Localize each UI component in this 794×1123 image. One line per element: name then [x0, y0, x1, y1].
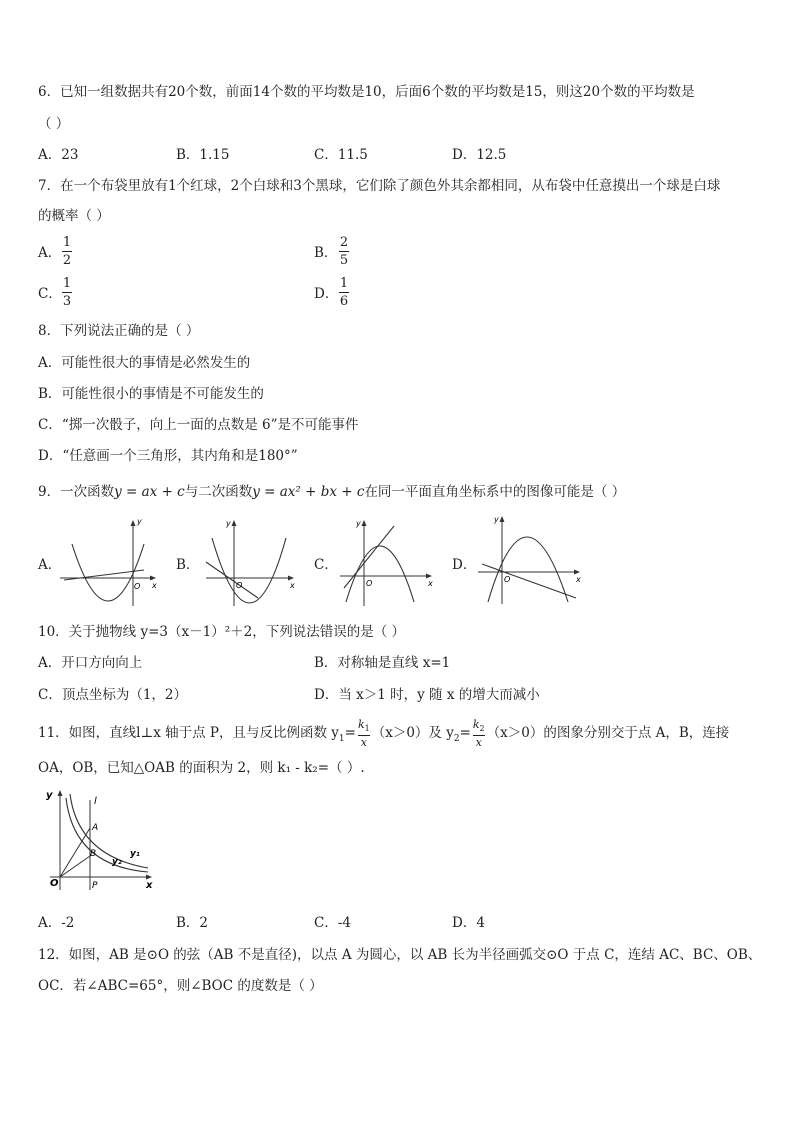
y-axis-label: y: [226, 519, 231, 528]
y-axis-label: y: [494, 515, 499, 524]
x-axis-label: x: [290, 581, 295, 590]
q7-option-b-fraction: [339, 235, 349, 268]
q9-prefix: 9．一次函数: [38, 484, 115, 500]
q6-stem-line1: 6．已知一组数据共有20个数，前面14个数的平均数是10，后面6个数的平均数是15，则这20个数的平均数是: [38, 84, 695, 100]
q11-option-a: A．-2: [38, 915, 75, 931]
q10-option-c: C．顶点坐标为（1，2）: [38, 687, 188, 703]
q10-option-d: D．当 x＞1 时，y 随 x 的增大而减小: [314, 687, 540, 703]
q9-option-d-label: D．: [452, 557, 477, 573]
fig-point-b: B: [90, 849, 97, 859]
q9-option-c-label: C．: [314, 557, 338, 573]
q7-option-c-fraction: [62, 276, 72, 309]
q11-k2: k: [472, 718, 480, 731]
q9-suffix: 在同一平面直角坐标系中的图像可能是（ ）: [364, 484, 626, 500]
q11-option-b: B．2: [176, 915, 209, 931]
fig-point-a: A: [92, 823, 99, 833]
q6-option-a: A．23: [38, 147, 79, 163]
q7-option-a-label: A．: [38, 245, 62, 261]
q11-x-den-2: x: [475, 736, 482, 750]
origin-label: O: [236, 581, 243, 590]
q11-option-d: D．4: [452, 915, 485, 931]
fraction-denominator: 5: [339, 253, 349, 268]
fig-point-p: P: [92, 881, 98, 891]
q7-option-a-fraction: [62, 235, 72, 268]
x-axis-label: x: [152, 581, 157, 590]
q7-stem-line2: 的概率（ ）: [38, 208, 110, 224]
q7-option-d-fraction: [339, 276, 349, 309]
q11-stem-line1: [38, 718, 729, 753]
q8-option-a: A．可能性很大的事情是必然发生的: [38, 355, 251, 371]
fraction-numerator: 1: [62, 235, 72, 250]
fraction-denominator: 6: [339, 294, 349, 309]
q9-graph-c: [336, 516, 436, 608]
q11-text-3: （x＞0）的图象分别交于点 A，B，连接: [486, 725, 730, 742]
q12-stem-line2: OC．若∠ABC=65°，则∠BOC 的度数是（ ）: [38, 978, 323, 994]
q10-option-a: A．开口方向向上: [38, 655, 143, 671]
q8-stem: 8．下列说法正确的是（ ）: [38, 323, 200, 339]
q7-stem-line1: 7．在一个布袋里放有1个红球，2个白球和3个黑球，它们除了颜色外其余都相同，从布袋中任意摸出一个球是白球: [38, 178, 721, 194]
x-axis-label: x: [428, 579, 433, 588]
q11-k1: k: [357, 718, 365, 731]
q9-graph-a: [60, 516, 160, 608]
q11-fraction-k2: [473, 718, 485, 749]
q11-fraction-k1: [358, 718, 370, 749]
q11-figure: [40, 786, 160, 896]
q10-option-b: B．对称轴是直线 x=1: [314, 655, 451, 671]
q7-option-b-label: B．: [314, 245, 338, 261]
origin-label: O: [366, 579, 373, 588]
q6-option-b: B．1.15: [176, 147, 230, 163]
q7-option-c-label: C．: [38, 286, 62, 302]
fraction-numerator: 2: [339, 235, 349, 250]
y-axis-label: y: [137, 517, 142, 526]
q11-k1-sub: 1: [364, 724, 370, 734]
origin-label: O: [134, 582, 141, 591]
q11-y2-sub: 2: [453, 733, 460, 744]
q7-option-d-label: D．: [314, 286, 339, 302]
x-axis-label: x: [576, 575, 581, 584]
fig-x-label: x: [146, 880, 153, 891]
q12-stem-line1: 12．如图，AB 是⊙O 的弦（AB 不是直径)，以点 A 为圆心，以 AB 长为半径画弧交⊙O 于点 C，连结 AC、BC、OB、: [38, 947, 762, 963]
q9-option-b-label: B．: [176, 557, 200, 573]
q9-graph-b: [198, 516, 298, 608]
q9-stem: [38, 482, 625, 502]
q6-option-d: D．12.5: [452, 147, 507, 163]
q11-eq2: =: [459, 725, 471, 742]
q9-linear-formula: y = ax + c: [114, 484, 185, 500]
fig-y1-label: y₁: [130, 849, 140, 859]
fraction-denominator: 3: [62, 294, 72, 309]
fig-y2-label: y₂: [112, 857, 122, 867]
q11-x-den-1: x: [360, 736, 367, 750]
fraction-denominator: 2: [62, 253, 72, 268]
fig-line-l-label: l: [94, 796, 97, 807]
q11-stem-line2: OA，OB，已知△OAB 的面积为 2，则 k₁ - k₂=（ ）.: [38, 760, 365, 776]
fraction-numerator: 1: [339, 276, 349, 291]
q11-k2-sub: 2: [479, 724, 485, 734]
q11-text-1: 11．如图，直线l⊥x 轴于点 P，且与反比例函数 y: [38, 725, 339, 742]
q11-option-c: C．-4: [314, 915, 351, 931]
fraction-numerator: 1: [62, 276, 72, 291]
y-axis-label: y: [356, 519, 361, 528]
q8-option-d: D．“任意画一个三角形，其内角和是180°”: [38, 448, 298, 464]
q6-stem-line2: （ ）: [38, 116, 70, 132]
q9-graph-d: [474, 512, 584, 608]
q6-option-c: C．11.5: [314, 147, 368, 163]
q11-y1-sub: 1: [338, 733, 345, 744]
q11-text-2: （x＞0）及 y: [371, 725, 454, 742]
fig-y-label: y: [46, 790, 53, 801]
origin-label: O: [504, 575, 511, 584]
fig-origin-label: O: [50, 878, 59, 889]
q9-quadratic-formula: y = ax² + bx + c: [252, 484, 365, 500]
q10-stem: 10．关于抛物线 y=3（x－1）²＋2，下列说法错误的是（ ）: [38, 624, 405, 640]
q9-mid: 与二次函数: [184, 484, 253, 500]
q8-option-b: B．可能性很小的事情是不可能发生的: [38, 386, 264, 402]
q11-eq1: =: [344, 725, 356, 742]
q8-option-c: C．“掷一次骰子，向上一面的点数是 6”是不可能事件: [38, 417, 359, 433]
q9-option-a-label: A．: [38, 557, 62, 573]
